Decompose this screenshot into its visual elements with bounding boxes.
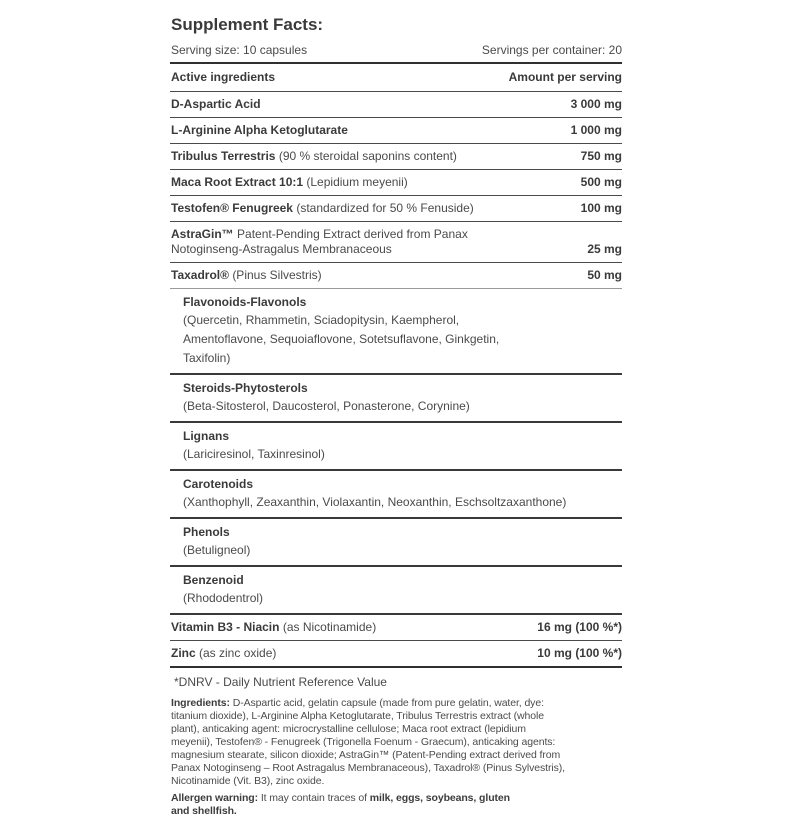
table-row (170, 144, 622, 170)
compound-line: Taxifolin) (183, 351, 231, 365)
ingredient-note: (Lepidium meyenii) (306, 175, 408, 189)
table-row (170, 641, 622, 668)
phyto-group-benzenoid (170, 567, 622, 615)
group-compounds (170, 397, 622, 421)
phyto-group-phenols (170, 519, 622, 567)
group-heading: Benzenoid (183, 573, 244, 587)
ingredient-note: (as zinc oxide) (199, 646, 277, 660)
allergen-warning (171, 792, 529, 818)
group-compounds (170, 311, 622, 373)
column-header-active-ingredients: Active ingredients (171, 70, 276, 84)
ingredient-name: Vitamin B3 - Niacin (171, 620, 280, 634)
supplement-facts-panel (170, 0, 622, 818)
ingredient-name: D-Aspartic Acid (171, 97, 261, 111)
ingredient-note: (90 % steroidal saponins content) (278, 149, 457, 163)
ingredients-line: plant), anticaking agent: microcrystalline cellulose; Maca root extract (lepidium (171, 723, 526, 735)
group-compounds (170, 541, 622, 565)
serving-size-label: Serving size: 10 capsules (171, 43, 308, 57)
group-heading: Flavonoids-Flavonols (183, 295, 307, 309)
compound-line: (Xanthophyll, Zeaxanthin, Violaxantin, Neoxanthin, Eschsoltzaxanthone) (183, 495, 567, 509)
compound-line: (Beta-Sitosterol, Daucosterol, Ponasterone, Corynine) (183, 399, 470, 413)
ingredient-note: (Pinus Silvestris) (232, 268, 322, 282)
ingredient-name: L-Arginine Alpha Ketoglutarate (171, 123, 348, 137)
table-row (170, 263, 622, 289)
compound-line: (Lariciresinol, Taxinresinol) (183, 447, 325, 461)
ingredients-paragraph (171, 697, 622, 788)
table-row (170, 92, 622, 118)
ingredient-name: Tribulus Terrestris (171, 149, 276, 163)
ingredient-name: Taxadrol® (171, 268, 229, 282)
allergen-emphasis: milk, eggs, soybeans, gluten and shellfish. (171, 792, 510, 817)
compound-line: (Quercetin, Rhammetin, Sciadopitysin, Kaempherol, (183, 313, 460, 327)
ingredient-note: (as Nicotinamide) (282, 620, 377, 634)
ingredient-note: (standardized for 50 % Fenuside) (296, 201, 474, 215)
ingredient-amount: 50 mg (587, 268, 622, 282)
phyto-group-lignans (170, 423, 622, 471)
group-heading: Steroids-Phytosterols (183, 381, 308, 395)
compound-line: Amentoflavone, Sequoiaflovone, Sotetsuflavone, Ginkgetin, (183, 332, 500, 346)
compound-line: (Betuligneol) (183, 543, 251, 557)
ingredient-amount: 16 mg (100 %*) (537, 620, 622, 634)
table-row (170, 196, 622, 222)
ingredient-amount: 100 mg (580, 201, 622, 215)
group-compounds (170, 589, 622, 613)
allergen-label: Allergen warning: (171, 792, 258, 804)
ingredients-line: magnesium stearate, silicon dioxide; AstraGin™ (Patent-Pending extract derived from (171, 749, 561, 761)
ingredient-name: AstraGin™ (171, 227, 234, 241)
ingredient-amount: 1 000 mg (570, 123, 622, 137)
ingredients-line: Ingredients: D-Aspartic acid, gelatin capsule (made from pure gelatin, water, dye: (171, 697, 544, 709)
table-row (170, 170, 622, 196)
group-heading: Phenols (183, 525, 230, 539)
ingredients-label: Ingredients: (171, 697, 230, 709)
table-header-row (170, 64, 622, 92)
ingredients-line: meyenii), Testofen® - Fenugreek (Trigonella Foenum - Graecum), anticaking agents: (171, 736, 556, 748)
phyto-group-carotenoids (170, 471, 622, 519)
column-header-amount-per-serving: Amount per serving (508, 70, 622, 84)
phyto-group-steroids (170, 375, 622, 423)
ingredient-amount: 25 mg (587, 242, 622, 256)
servings-per-container-label: Servings per container: 20 (481, 43, 622, 57)
compound-line: (Rhododentrol) (183, 591, 264, 605)
ingredient-amount: 500 mg (580, 175, 622, 189)
ingredient-name: Maca Root Extract 10:1 (171, 175, 304, 189)
group-heading: Carotenoids (183, 477, 254, 491)
table-row (170, 222, 622, 263)
ingredient-note: Patent-Pending Extract derived from Panax Notoginseng-Astragalus Membranaceous (171, 227, 468, 256)
ingredient-amount: 750 mg (580, 149, 622, 163)
serving-info-row (170, 39, 622, 64)
ingredients-line: Nicotinamide (Vit. B3), zinc oxide. (171, 775, 325, 787)
ingredient-amount: 3 000 mg (570, 97, 622, 111)
group-compounds (170, 493, 622, 517)
table-row (170, 615, 622, 641)
dnrv-footnote: *DNRV - Daily Nutrient Reference Value (174, 675, 387, 689)
ingredients-line: titanium dioxide), L-Arginine Alpha Ketoglutarate, Tribulus Terrestris extract (whole (171, 710, 544, 722)
group-heading: Lignans (183, 429, 230, 443)
allergen-text: It may contain traces of (260, 792, 367, 804)
supplement-facts-title: Supplement Facts: (171, 15, 324, 34)
phyto-group-flavonoids (170, 289, 622, 375)
ingredient-name: Zinc (171, 646, 196, 660)
ingredient-amount: 10 mg (100 %*) (537, 646, 622, 660)
group-compounds (170, 445, 622, 469)
ingredient-name: Testofen® Fenugreek (171, 201, 293, 215)
ingredients-line: Panax Notoginseng – Root Astragalus Membranaceous), Taxadrol® (Pinus Sylvestris), (171, 762, 565, 774)
table-row (170, 118, 622, 144)
